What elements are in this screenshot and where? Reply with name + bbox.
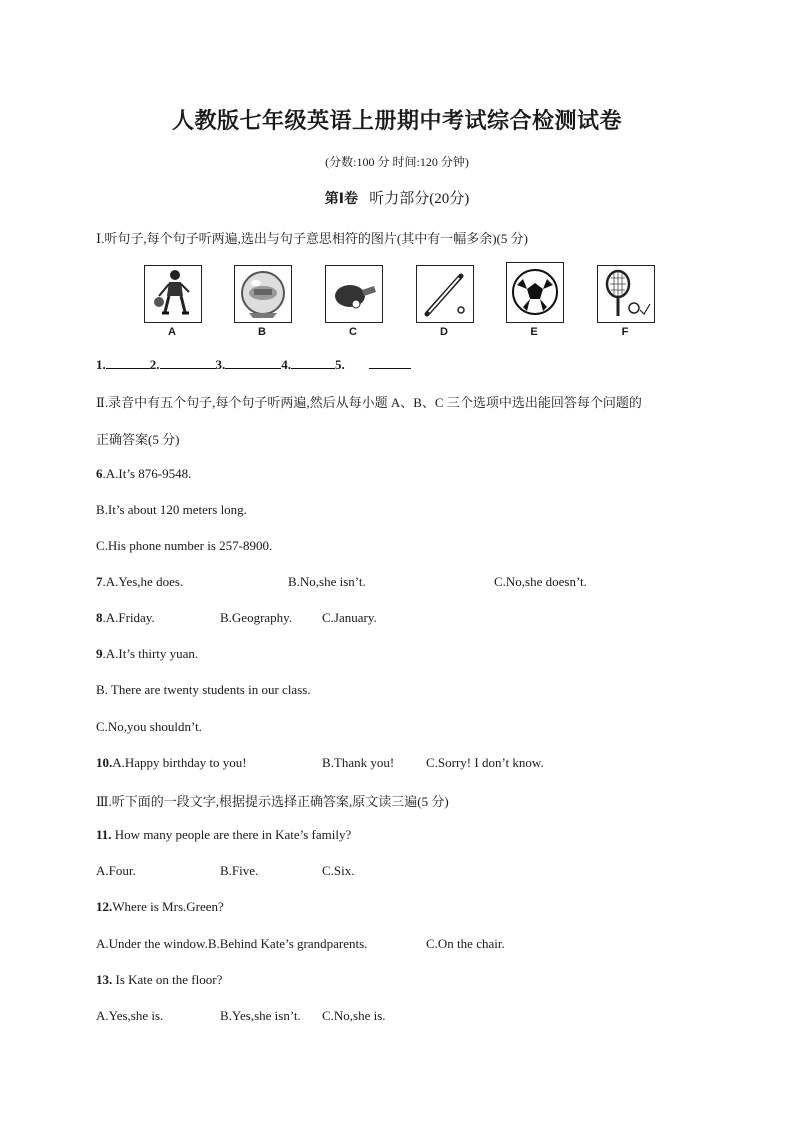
- picture-b: [234, 265, 292, 323]
- question-11: [96, 827, 351, 843]
- option-a: .A.Friday.: [102, 610, 155, 625]
- picture-label-b: B: [258, 326, 266, 338]
- picture-label-f: F: [621, 326, 629, 338]
- question-13: [96, 972, 222, 988]
- option-b: B.Geography.: [220, 610, 293, 625]
- blank-label-4: 4.: [281, 357, 291, 372]
- basketball-player-icon: [145, 266, 201, 322]
- option-c: C.Sorry! I don’t know.: [426, 755, 544, 770]
- option-a: .A.It’s thirty yuan.: [102, 646, 199, 661]
- answer-blank-5[interactable]: [369, 356, 411, 369]
- question-13-options: [96, 1008, 716, 1024]
- option-c: C.No,she is.: [322, 1008, 386, 1023]
- option-b: B.Five.: [220, 863, 259, 878]
- question-text: Is Kate on the floor?: [112, 972, 223, 987]
- question-12: [96, 899, 224, 915]
- question-number: 10.: [96, 755, 113, 770]
- ping-pong-paddle-icon: [326, 266, 382, 322]
- part-title: 听力部分(20分): [369, 191, 470, 207]
- question-6-option-c: C.His phone number is 257-8900.: [96, 538, 273, 553]
- part-label: 第Ⅰ卷: [324, 191, 358, 207]
- blank-label-2: 2.: [149, 357, 160, 372]
- question-9-option-b: B. There are twenty students in our class.: [96, 682, 311, 697]
- picture-f: [597, 265, 655, 323]
- option-b: B.Behind Kate’s grandparents.: [207, 936, 368, 951]
- part-heading: [0, 187, 794, 208]
- section2-instruction-cont: 正确答案(5 分): [96, 432, 180, 447]
- option-a: A.Yes,she is.: [96, 1008, 164, 1023]
- question-7: [96, 574, 716, 590]
- question-text: How many people are there in Kate’s family?: [111, 827, 352, 842]
- question-number: 8: [96, 610, 103, 625]
- option-a: A.Happy birthday to you!: [112, 755, 247, 770]
- soccer-ball-icon: [507, 263, 563, 319]
- question-6: [96, 466, 191, 482]
- section3-instruction: Ⅲ.听下面的一段文字,根据提示选择正确答案,原文读三遍(5 分): [96, 794, 449, 809]
- question-number: 12.: [96, 899, 113, 914]
- picture-label-a: A: [168, 326, 176, 338]
- picture-label-c: C: [349, 326, 357, 338]
- question-9: [96, 646, 198, 662]
- question-text: Where is Mrs.Green?: [112, 899, 224, 914]
- question-number: 13.: [96, 972, 113, 987]
- question-9-option-c: C.No,you shouldn’t.: [96, 719, 202, 734]
- option-c: C.On the chair.: [426, 936, 505, 951]
- baseball-bat-icon: [417, 266, 473, 322]
- crystal-ball-icon: [235, 266, 291, 322]
- option-a: .A.Yes,he does.: [102, 574, 184, 589]
- option-a: A.Under the window.: [96, 936, 208, 951]
- question-number: 7: [96, 574, 103, 589]
- option-a: .A.It’s 876-9548.: [102, 466, 192, 481]
- question-number: 6: [96, 466, 103, 481]
- answer-blank-2[interactable]: [160, 356, 216, 369]
- tennis-racket-icon: [598, 266, 654, 322]
- answer-blank-4[interactable]: [291, 356, 335, 369]
- blank-label-1: 1.: [96, 357, 106, 372]
- page-title: 人教版七年级英语上册期中考试综合检测试卷: [171, 109, 622, 134]
- picture-c: [325, 265, 383, 323]
- picture-a: [144, 265, 202, 323]
- blank-label-3: 3.: [215, 357, 226, 372]
- question-11-options: [96, 863, 716, 879]
- option-b: B.Yes,she isn’t.: [220, 1008, 301, 1023]
- option-b: B.Thank you!: [322, 755, 395, 770]
- question-number: 9: [96, 646, 103, 661]
- picture-d: [416, 265, 474, 323]
- option-c: C.Six.: [322, 863, 355, 878]
- option-b: B.No,she isn’t.: [288, 574, 366, 589]
- picture-e: [506, 262, 564, 323]
- question-6-option-b: B.It’s about 120 meters long.: [96, 502, 247, 517]
- question-number: 11.: [96, 827, 112, 842]
- option-a: A.Four.: [96, 863, 136, 878]
- option-c: C.January.: [322, 610, 377, 625]
- exam-info: (分数:100 分 时间:120 分钟): [325, 155, 469, 169]
- question-8: [96, 610, 716, 626]
- section1-instruction: Ⅰ.听句子,每个句子听两遍,选出与句子意思相符的图片(其中有一幅多余)(5 分): [96, 231, 528, 246]
- answer-blank-3[interactable]: [225, 356, 281, 369]
- answer-blank-1[interactable]: [106, 356, 150, 369]
- picture-label-e: E: [530, 326, 538, 338]
- answer-blanks: [96, 356, 411, 373]
- blank-label-5: 5.: [335, 357, 345, 372]
- picture-label-d: D: [440, 326, 448, 338]
- question-12-options: [96, 936, 716, 952]
- option-c: C.No,she doesn’t.: [494, 574, 587, 589]
- section2-instruction: Ⅱ.录音中有五个句子,每个句子听两遍,然后从每小题 A、B、C 三个选项中选出能回答每个问题的: [96, 395, 642, 410]
- question-10: [96, 755, 716, 771]
